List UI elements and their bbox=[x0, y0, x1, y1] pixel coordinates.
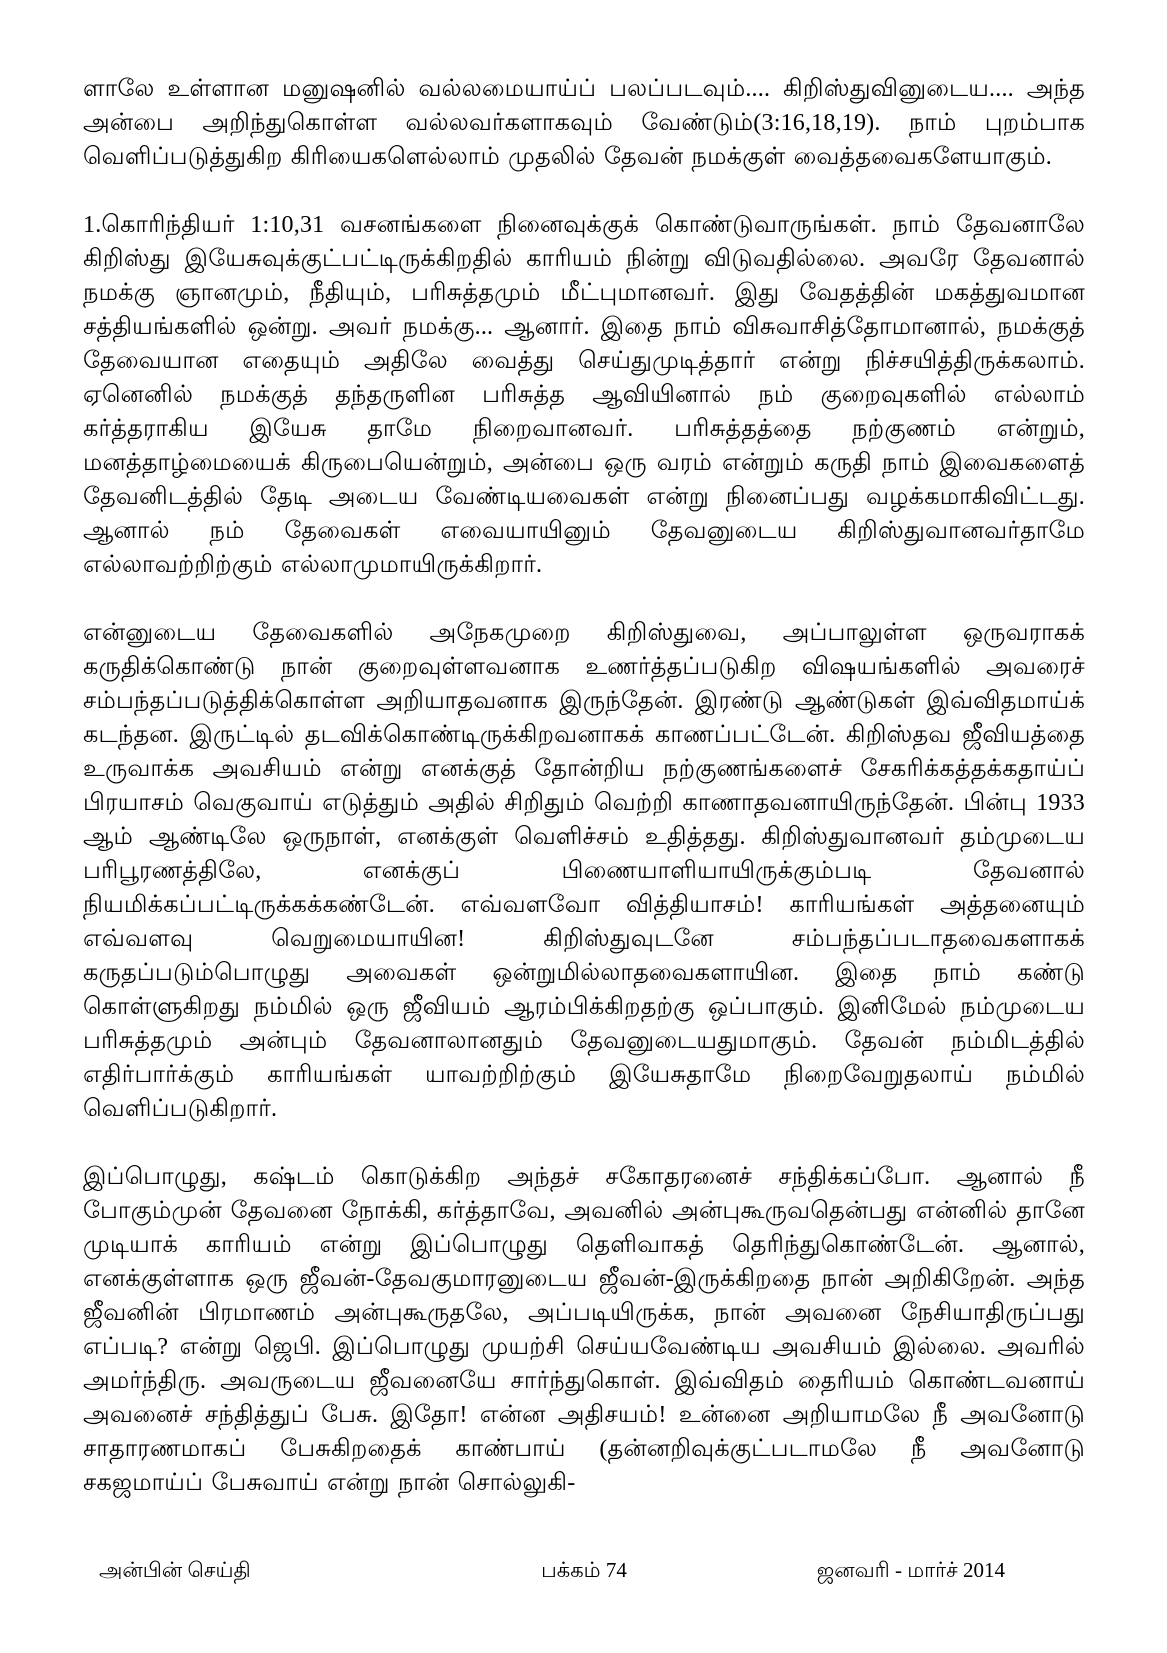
body-paragraph-2: 1.கொரிந்தியர் 1:10,31 வசனங்களை நினைவுக்குக் கொண்டுவாருங்கள். நாம் தேவனாலே கிறிஸ்து இயேசுவுக்குட்பட்டிருக்கிறதில் காரியம் நின்று விடுவதில்லை. அவரே தேவனால் நமக்கு ஞானமும், நீதியும், பரிசுத்தமும் மீட்புமானவர். இது வேதத்தின் மகத்துவமான சத்தியங்களில் ஒன்று. அவர் நமக்கு... ஆனார். இதை நாம் விசுவாசித்தோமானால், நமக்குத் தேவையான எதையும் அதிலே வைத்து செய்துமுடித்தார் என்று நிச்சயித்திருக்கலாம். ஏனெனில் நமக்குத் தந்தருளின பரிசுத்த ஆவியினால் நம் குறைவுகளில் எல்லாம் கர்த்தராகிய இயேசு தாமே நிறைவானவர். பரிசுத்தத்தை நற்குணம் என்றும், மனத்தாழ்மையைக் கிருபையென்றும், அன்பை ஒரு வரம் என்றும் கருதி நாம் இவைகளைத் தேவனிடத்தில் தேடி அடைய வேண்டியவைகள் என்று நினைப்பது வழக்கமாகிவிட்டது. ஆனால் நம் தேவைகள் எவையாயினும் தேவனுடைய கிறிஸ்துவானவர்தாமே எல்லாவற்றிற்கும் எல்லாமுமாயிருக்கிறார். bbox=[83, 212, 1085, 578]
footer-issue-date: ஜனவரி - மார்ச் 2014 bbox=[816, 1558, 1005, 1582]
document-text-block bbox=[83, 72, 1085, 1500]
body-paragraph-4: இப்பொழுது, கஷ்டம் கொடுக்கிற அந்தச் சகோதரனைச் சந்திக்கப்போ. ஆனால் நீ போகும்முன் தேவனை நோக்கி, கர்த்தாவே, அவனில் அன்புகூருவதென்பது என்னில் தானே முடியாக் காரியம் என்று இப்பொழுது தெளிவாகத் தெரிந்துகொண்டேன். ஆனால், எனக்குள்ளாக ஒரு ஜீவன்-தேவகுமாரனுடைய ஜீவன்-இருக்கிறதை நான் அறிகிறேன். அந்த ஜீவனின் பிரமாணம் அன்புகூருதலே, அப்படியிருக்க, நான் அவனை நேசியாதிருப்பது எப்படி? என்று ஜெபி. இப்பொழுது முயற்சி செய்யவேண்டிய அவசியம் இல்லை. அவரில் அமர்ந்திரு. அவருடைய ஜீவனையே சார்ந்துகொள். இவ்விதம் தைரியம் கொண்டவனாய் அவனைச் சந்தித்துப் பேசு. இதோ! என்ன அதிசயம்! உன்னை அறியாமலே நீ அவனோடு சாதாரணமாகப் பேசுகிறதைக் காண்பாய் (தன்னறிவுக்குட்படாமலே நீ அவனோடு சகஜமாய்ப் பேசுவாய் என்று நான் சொல்லுகி- bbox=[83, 1164, 1085, 1496]
footer-magazine-title: அன்பின் செய்தி bbox=[99, 1558, 251, 1582]
footer-page-number: பக்கம் 74 bbox=[541, 1558, 627, 1582]
page-footer bbox=[83, 1556, 1085, 1584]
body-paragraph-3: என்னுடைய தேவைகளில் அநேகமுறை கிறிஸ்துவை, அப்பாலுள்ள ஒருவராகக் கருதிக்கொண்டு நான் குறைவுள்ளவனாக உணர்த்தப்படுகிற விஷயங்களில் அவரைச் சம்பந்தப்படுத்திக்கொள்ள அறியாதவனாக இருந்தேன். இரண்டு ஆண்டுகள் இவ்விதமாய்க் கடந்தன. இருட்டில் தடவிக்கொண்டிருக்கிறவனாகக் காணப்பட்டேன். கிறிஸ்தவ ஜீவியத்தை உருவாக்க அவசியம் என்று எனக்குத் தோன்றிய நற்குணங்களைச் சேகரிக்கத்தக்கதாய்ப் பிரயாசம் வெகுவாய் எடுத்தும் அதில் சிறிதும் வெற்றி காணாதவனாயிருந்தேன். பின்பு 1933 ஆம் ஆண்டிலே ஒருநாள், எனக்குள் வெளிச்சம் உதித்தது. கிறிஸ்துவானவர் தம்முடைய பரிபூரணத்திலே, எனக்குப் பிணையாளியாயிருக்கும்படி தேவனால் நியமிக்கப்பட்டிருக்கக்கண்டேன். எவ்வளவோ வித்தியாசம்! காரியங்கள் அத்தனையும் எவ்வளவு வெறுமையாயின! கிறிஸ்துவுடனே சம்பந்தப்படாதவைகளாகக் கருதப்படும்பொழுது அவைகள் ஒன்றுமில்லாதவைகளாயின. இதை நாம் கண்டு கொள்ளுகிறது நம்மில் ஒரு ஜீவியம் ஆரம்பிக்கிறதற்கு ஒப்பாகும். இனிமேல் நம்முடைய பரிசுத்தமும் அன்பும் தேவனாலானதும் தேவனுடையதுமாகும். தேவன் நம்மிடத்தில் எதிர்பார்க்கும் காரியங்கள் யாவற்றிற்கும் இயேசுதாமே நிறைவேறுதலாய் நம்மில் வெளிப்படுகிறார். bbox=[83, 620, 1085, 1122]
body-paragraph-1: ளாலே உள்ளான மனுஷனில் வல்லமையாய்ப் பலப்படவும்.... கிறிஸ்துவினுடைய.... அந்த அன்பை அறிந்துகொள்ள வல்லவர்களாகவும் வேண்டும்(3:16,18,19). நாம் புறம்பாக வெளிப்படுத்துகிற கிரியைகளெல்லாம் முதலில் தேவன் நமக்குள் வைத்தவைகளேயாகும். bbox=[83, 76, 1085, 170]
